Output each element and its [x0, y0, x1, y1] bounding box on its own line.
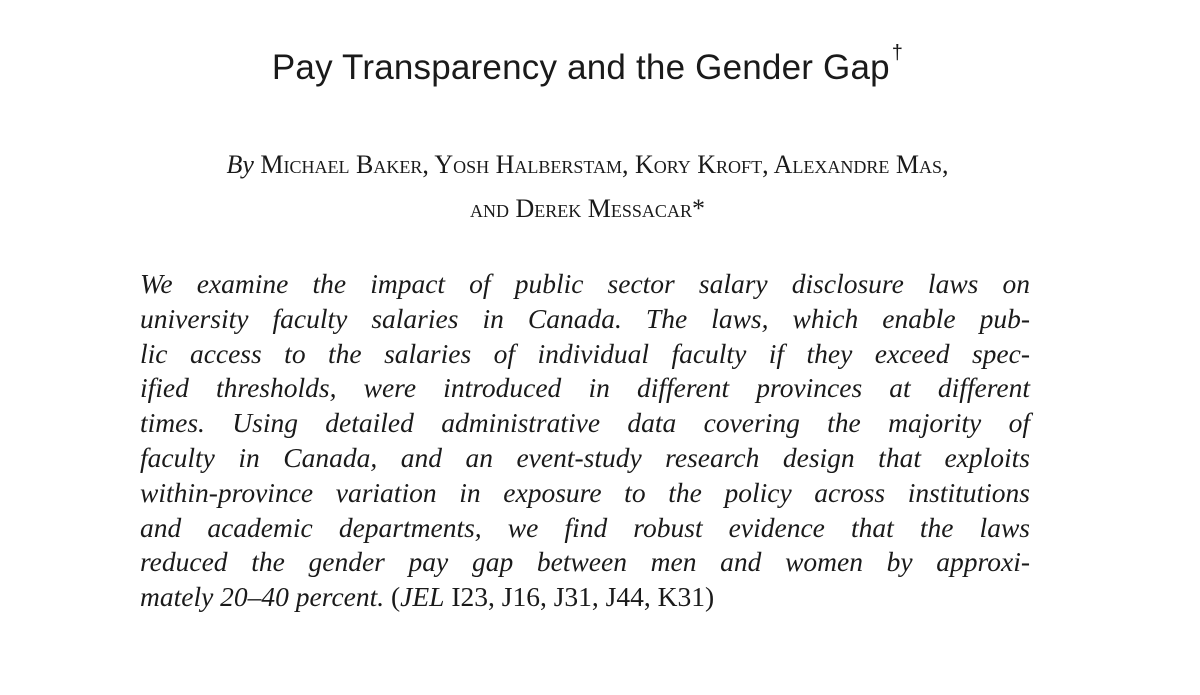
paper-title	[0, 42, 1175, 88]
author-byline	[60, 143, 1115, 231]
abstract-line: We examine the impact of public sector salary disclosure laws on	[140, 268, 1030, 299]
author-names-1: Michael Baker, Yosh Halberstam, Kory Kroft, Alexandre Mas,	[260, 150, 949, 179]
jel-open-paren: (	[391, 581, 401, 613]
jel-label: JEL	[400, 581, 445, 613]
abstract-line: ified thresholds, were introduced in different provinces at different	[140, 372, 1030, 404]
abstract-line: within-province variation in exposure to the policy across institutions	[140, 476, 1030, 508]
abstract-line: and academic departments, we find robust evidence that the laws	[140, 511, 1030, 543]
jel-codes	[391, 581, 714, 612]
abstract-last-text: mately 20–40 percent.	[140, 581, 385, 613]
abstract-line: lic access to the salaries of individual faculty if they exceed spec-	[140, 337, 1030, 369]
by-label: By	[226, 150, 254, 179]
author-line-1	[60, 143, 1115, 187]
abstract-last-line	[140, 580, 1030, 615]
abstract-line: university faculty salaries in Canada. The laws, which enable pub-	[140, 302, 1030, 334]
paper-title-text: Pay Transparency and the Gender Gap	[271, 48, 890, 87]
title-dagger-footnote-mark: †	[891, 42, 904, 64]
abstract	[140, 267, 1030, 615]
jel-code-list: I23, J16, J31, J44, K31	[451, 581, 705, 613]
jel-close-paren: )	[704, 581, 715, 613]
abstract-line: faculty in Canada, and an event-study research design that exploits	[140, 441, 1030, 473]
abstract-line: times. Using detailed administrative data covering the majority of	[140, 407, 1030, 439]
author-line-2: and Derek Messacar*	[470, 194, 705, 223]
abstract-line: reduced the gender pay gap between men and women by approxi-	[140, 546, 1030, 578]
